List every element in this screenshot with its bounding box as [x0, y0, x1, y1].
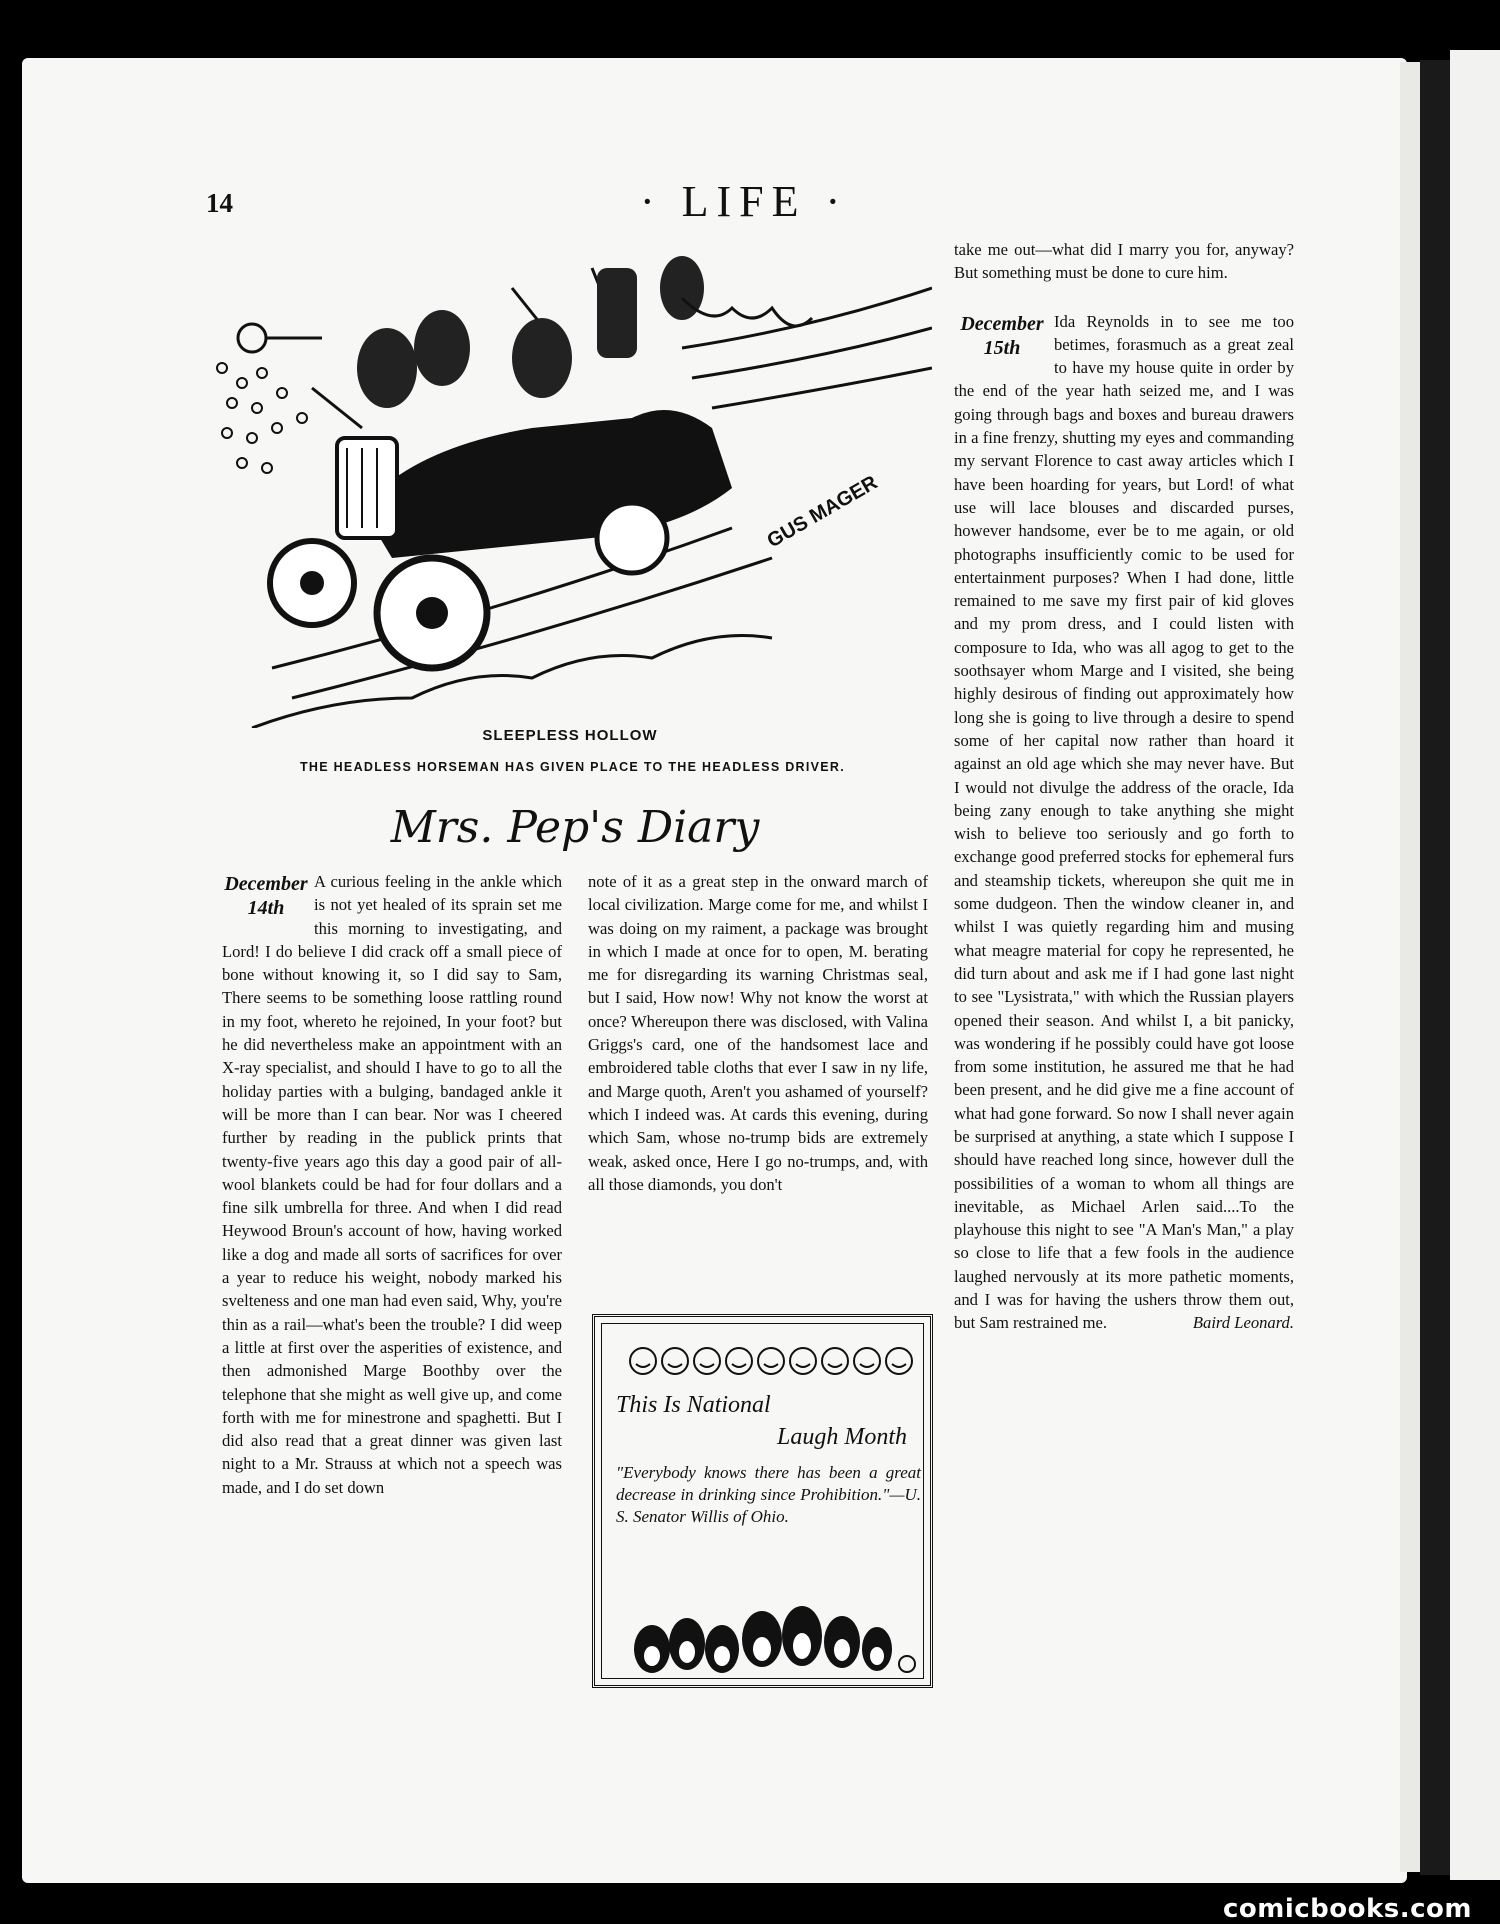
laugh-month-heading-1: This Is National [616, 1392, 771, 1418]
diary-column-1 [222, 870, 562, 1499]
diary-column-2 [588, 870, 928, 1196]
entry1-date-month: December [224, 873, 308, 895]
diary-column-3 [954, 238, 1294, 1335]
page-gutter [1420, 60, 1450, 1875]
entry1-col3-text: take me out—what did I marry you for, anyway? But something must be done to cure him. [954, 240, 1294, 283]
laugh-month-box [592, 1314, 933, 1688]
laugh-month-quote: "Everybody knows there has been a great decrease in drinking since Prohibition."—U. S. Senator Willis of Ohio. [616, 1463, 921, 1526]
entry1-date-day: 14th [247, 897, 285, 919]
entry2-date [954, 312, 1050, 360]
diary-title [350, 790, 800, 860]
page-edge [1400, 62, 1420, 1872]
cartoon-signature: GUS MAGER [763, 471, 882, 553]
entry2-date-day: 15th [983, 336, 1021, 359]
entry1-date [222, 872, 310, 920]
smiley-faces-row [628, 1346, 918, 1376]
cartoon-title: SLEEPLESS HOLLOW [482, 727, 658, 744]
entry2-body: Ida Reynolds in to see me too betimes, forasmuch as a great zeal to have my house quite in order by the end of the year hath seized me, and I was going through bags and boxes and bureau drawers in a fine frenzy, shutting my eyes and commanding my servant Florence to cast away articles which I have been hoarding for years, but Lord! of what use will lace blouses and discarded purses, however handsome, ever be to me again, or old photographs insufficiently comic to be used for entertainment purposes? When I had done, little remained to me save my first pair of kid gloves and my prom dress, and I could listen with composure to Ida, who was all agog to get to the soothsayer whom Marge and I visited, she being highly desirous of finding out approximately how long she is going to live through a desire to spend some of her capital now rather than hoard it against an old age which she may never have. But I would not divulge the address of the oracle, Ida being zany enough to take anything she might wish to believe too seriously and go forth to exchange good preferred stocks for ephemeral furs and steamship tickets, whereupon she quit me in some dudgeon. Then the window cleaner in, and whilst I was quietly regarding him and musing what meagre material for copy he represented, he did turn about and ask me if I had gone last night to see "Lysistrata," with which the Russian players opened their season. And whilst I, a bit panicky, was wondering if he possibly could have got loose from some institution, he assured me that he had been present, and he did give me a fine account of what had gone forward. So now I shall never again be surprised at anything, a state which I suppose I should have reached long since, however dull the possibilities of a woman to whom all things are inevitable, as Michael Arlen said....To the playhouse this night to see "A Man's Man," a play so close to life that a few fools in the audience laughed nervously at its more pathetic moments, and I was for having the ushers throw them out, but Sam restrained me. [954, 311, 1294, 1333]
laughing-crowd-illustration [622, 1594, 922, 1679]
masthead: · LIFE · [640, 177, 849, 226]
entry2-date-month: December [960, 312, 1044, 335]
entry2-text [954, 310, 1294, 1335]
entry1-col2-text: note of it as a great step in the onward march of local civilization. Marge come for me, and whilst I was doing on my raiment, a package was brought in which I made at once for to open, M. berating me for disregarding its warning Christmas seal, but I said, How now! Why not know the worst at once? Whereupon there was disclosed, with Valina Griggs's card, one of the handsomest lace and embroidered table cloths that ever I saw in ny life, and Marge quoth, Aren't you ashamed of yourself? which I indeed was. At cards this evening, during which Sam, whose no-trump bids are extremely weak, asked once, Here I go no-trumps, and, with all those diamonds, you don't [588, 872, 928, 1194]
cartoon-caption: THE HEADLESS HORSEMAN HAS GIVEN PLACE TO THE HEADLESS DRIVER. [299, 760, 846, 774]
laugh-month-box-inner [601, 1323, 924, 1679]
cartoon-illustration [212, 228, 932, 728]
diary-title-text: Mrs. Pep's Diary [390, 802, 760, 853]
adjacent-page-strip [1450, 50, 1500, 1880]
laugh-month-heading-2: Laugh Month [776, 1424, 907, 1450]
author-signature: Baird Leonard. [1192, 1313, 1294, 1333]
entry1-col1-text: A curious feeling in the ankle which is not yet healed of its sprain set me this morning to investigating, and Lord! I do believe I did crack off a small piece of bone without knowing it, so I did say to Sam, There seems to be something loose rattling round in my foot, whereto he rejoined, In your foot? but he did nevertheless make an appointment with an X-ray specialist, and should I have to go to all the holiday parties with a bulging, bandaged ankle it will be more than I can bear. Nor was I cheered further by reading in the publick prints that twenty-five years ago this day a good pair of all-wool blankets could be had for four dollars and a fine silk umbrella for three. And when I did read Heywood Broun's account of how, having worked like a dog and made all sorts of sacrifices for over a year to reduce his weight, nobody marked his svelteness and one man had even said, Why, you're thin as a rail—what's been the trouble? I did weep a little at first over the asperities of existence, and then admonished Marge Boothby over the telephone that she might as well give up, and come forth with me for minestrone and spaghetti. But I did also read that a great dinner was given last night to a Mr. Strauss at which not a speech was made, and I do set down [222, 872, 562, 1497]
watermark: comicbooks.com [1222, 1894, 1472, 1924]
page-number: 14 [206, 188, 233, 218]
